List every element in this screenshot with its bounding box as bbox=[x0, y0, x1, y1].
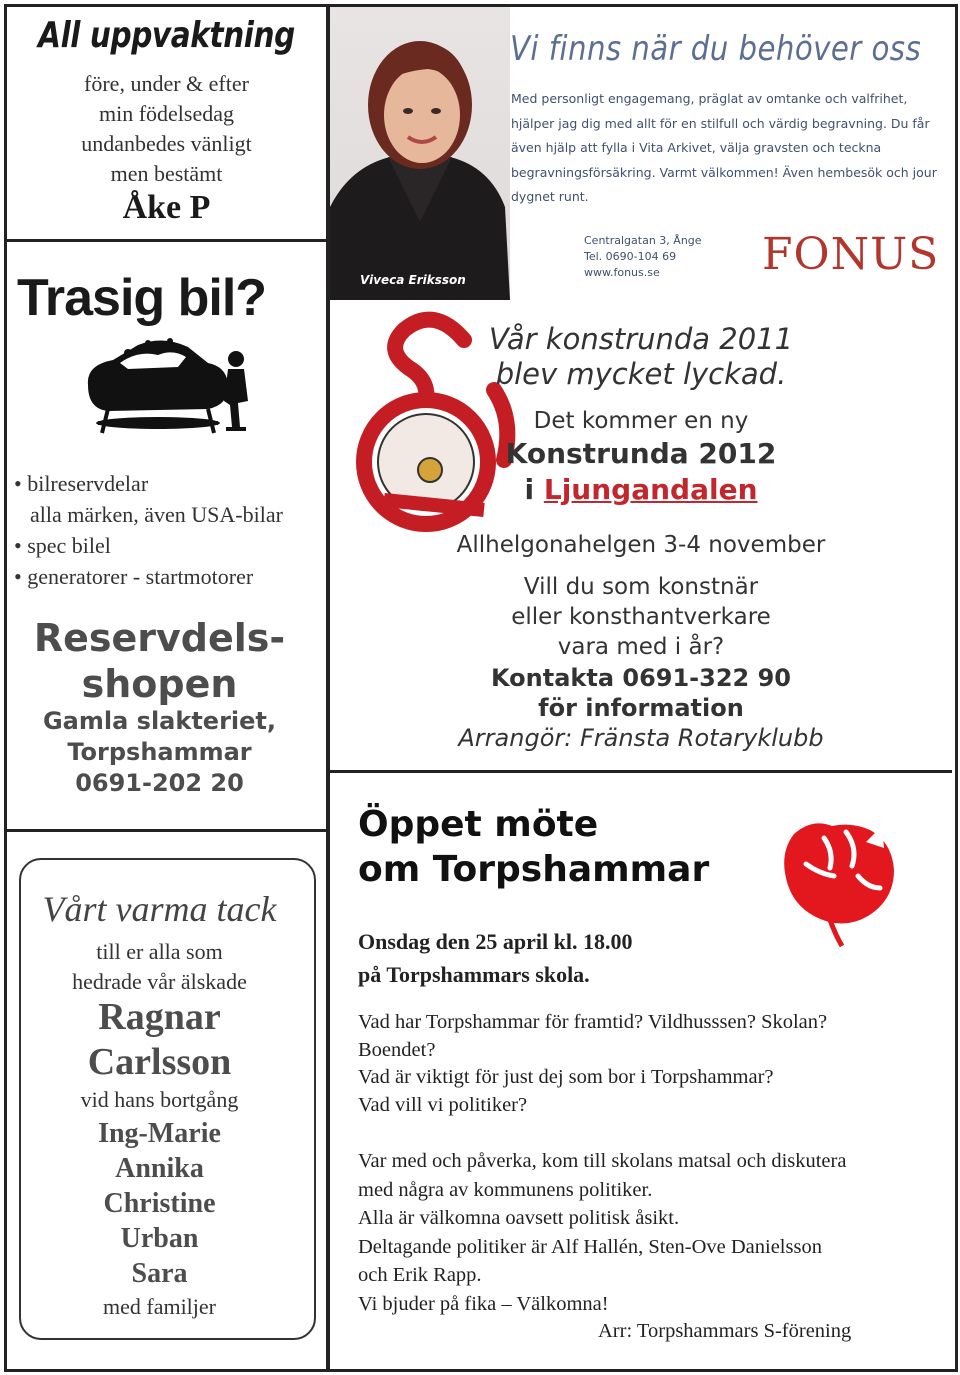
fonus-body-text: Med personligt engagemang, präglat av omtanke och valfrihet, hjälper jag dig med allt för en stilfull och värdig begravning. Du får även hjälp att fylla i Vita Arkivet, välja gravsten och teckna begravningsförsäkring. Varmt välkommen! Även hembesök och jour dygnet runt. bbox=[511, 91, 937, 204]
shop-address bbox=[0, 706, 319, 799]
car-ad-headline: Trasig bil? bbox=[17, 269, 267, 327]
list-item-text: generatorer - startmotorer bbox=[27, 564, 254, 589]
portrait-photo bbox=[330, 7, 510, 300]
text-line: undanbedes vänligt bbox=[81, 131, 252, 156]
list-item bbox=[14, 499, 324, 530]
signer-name: Ing-Marie bbox=[98, 1118, 221, 1149]
meeting-questions bbox=[358, 1009, 928, 1119]
bullet: • bbox=[14, 471, 22, 496]
konstrunda-organizer: Arrangör: Fränsta Rotaryklubb bbox=[458, 724, 824, 752]
list-item-text: bilreservdelar bbox=[27, 471, 149, 496]
shop-name-line: shopen bbox=[81, 662, 238, 706]
text-line: Vill du som konstnär bbox=[523, 574, 759, 600]
divider bbox=[330, 770, 952, 773]
bullet: • bbox=[14, 564, 22, 589]
konstrunda-dates: Allhelgonahelgen 3-4 november bbox=[456, 532, 826, 558]
list-item bbox=[14, 530, 324, 561]
divider bbox=[7, 829, 326, 832]
text-line: Deltagande politiker är Alf Hallén, Sten-Ove Danielsson bbox=[358, 1235, 822, 1258]
konstrunda-question bbox=[336, 572, 946, 662]
konstrunda-event bbox=[436, 436, 846, 508]
fonus-contact bbox=[584, 233, 702, 281]
thanks-signers bbox=[0, 1116, 319, 1291]
list-item bbox=[14, 561, 324, 592]
text-line: till er alla som bbox=[96, 939, 223, 964]
birthday-title: All uppvaktning bbox=[38, 15, 295, 56]
text-line: Kontakta 0691-322 90 bbox=[490, 664, 791, 692]
meeting-title bbox=[358, 802, 709, 892]
divider bbox=[7, 239, 326, 242]
broken-car-illustration bbox=[68, 325, 258, 445]
shop-name-line: Reservdels- bbox=[33, 616, 286, 660]
text-line: blev mycket lyckad. bbox=[495, 357, 787, 391]
signer-name: Annika bbox=[115, 1153, 204, 1184]
title-line: om Torpshammar bbox=[358, 849, 710, 890]
konstrunda-contact bbox=[336, 663, 946, 723]
birthday-signature: Åke P bbox=[122, 189, 211, 226]
thanks-closing: med familjer bbox=[102, 1294, 216, 1319]
meeting-organizer: Arr: Torpshammars S-förening bbox=[598, 1320, 852, 1342]
text-line: Vi bjuder på fika – Välkomna! bbox=[358, 1292, 609, 1315]
birthday-notice bbox=[7, 7, 326, 239]
list-item-text: spec bilel bbox=[27, 533, 111, 558]
event-location bbox=[436, 472, 846, 508]
meeting-date: Onsdag den 25 april kl. 18.00 bbox=[358, 929, 633, 954]
text-line: Var med och påverka, kom till skolans matsal och diskutera bbox=[358, 1150, 847, 1172]
text-line: och Erik Rapp. bbox=[358, 1264, 482, 1286]
text-line: min födelsedag bbox=[98, 101, 235, 126]
fonus-address: Centralgatan 3, Ånge bbox=[584, 234, 702, 247]
title-line: Öppet möte bbox=[358, 804, 599, 845]
text-line: Vad vill vi politiker? bbox=[358, 1093, 528, 1116]
text-line: vara med i år? bbox=[557, 634, 725, 660]
text-line: för information bbox=[538, 694, 744, 722]
text-line: med några av kommunens politiker. bbox=[358, 1178, 653, 1201]
signer-name: Christine bbox=[103, 1188, 216, 1219]
bullet: • bbox=[14, 533, 22, 558]
rose-logo-icon bbox=[772, 808, 907, 948]
konstrunda-announcement: Det kommer en ny bbox=[533, 408, 749, 434]
text-line: eller konsthantverkare bbox=[511, 604, 771, 630]
text-line: hedrade vår älskade bbox=[72, 969, 247, 994]
signer-name: Urban bbox=[120, 1223, 199, 1254]
list-item-text: alla märken, även USA-bilar bbox=[30, 502, 283, 527]
meeting-body bbox=[358, 1147, 938, 1318]
event-name: Konstrunda 2012 bbox=[505, 437, 777, 470]
car-ad-list bbox=[14, 468, 324, 592]
address-line: Gamla slakteriet, bbox=[42, 707, 277, 735]
shop-phone: 0691-202 20 bbox=[75, 769, 244, 797]
name-line: Ragnar bbox=[98, 996, 221, 1038]
meeting-time-place bbox=[358, 925, 632, 991]
birthday-text bbox=[7, 69, 326, 189]
fonus-ad bbox=[330, 7, 952, 300]
shop-name bbox=[0, 615, 319, 707]
name-line: Carlsson bbox=[87, 1041, 232, 1083]
list-item bbox=[14, 468, 324, 499]
text-line: Vår konstrunda 2011 bbox=[488, 322, 794, 356]
text-line: före, under & efter bbox=[84, 71, 249, 96]
text-line: Vad har Torpshammar för framtid? Vildhusssen? Skolan? bbox=[358, 1011, 828, 1033]
thanks-occasion: vid hans bortgång bbox=[80, 1087, 239, 1112]
fonus-logo: FONUS bbox=[762, 229, 940, 280]
location-prefix: i bbox=[524, 473, 544, 506]
meeting-place: på Torpshammars skola. bbox=[358, 962, 590, 987]
thanks-text bbox=[0, 937, 319, 997]
fonus-phone: Tel. 0690-104 69 bbox=[584, 250, 677, 263]
thanks-title: Vårt varma tack bbox=[42, 889, 277, 929]
text-line: Vad är viktigt för just dej som bor i Torpshammar? bbox=[358, 1066, 774, 1088]
konstrunda-intro bbox=[436, 322, 846, 392]
fonus-slogan: Vi finns när du behöver oss bbox=[510, 29, 922, 69]
fonus-web: www.fonus.se bbox=[584, 266, 660, 279]
address-line: Torpshammar bbox=[67, 738, 252, 766]
fonus-person-name: Viveca Eriksson bbox=[360, 273, 466, 287]
text-line: Alla är välkomna oavsett politisk åsikt. bbox=[358, 1207, 680, 1229]
text-line: men bestämt bbox=[110, 161, 223, 186]
deceased-name bbox=[0, 995, 319, 1085]
text-line: Boendet? bbox=[358, 1038, 436, 1061]
signer-name: Sara bbox=[131, 1258, 188, 1289]
location-link[interactable]: Ljungandalen bbox=[543, 473, 758, 506]
